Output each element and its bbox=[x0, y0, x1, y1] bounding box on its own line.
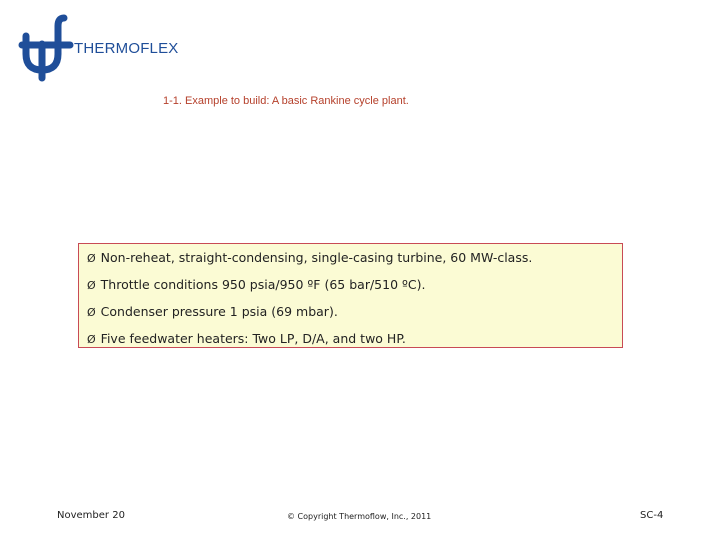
bullet-box bbox=[78, 243, 623, 348]
footer-date: November 20 bbox=[57, 510, 125, 521]
thermoflex-logo bbox=[18, 14, 78, 82]
arrow-bullet-icon: Ø bbox=[87, 252, 96, 265]
bullet-item bbox=[87, 328, 622, 355]
bullet-text: Throttle conditions 950 psia/950 ºF (65 bar/510 ºC). bbox=[100, 277, 426, 292]
bullet-text: Non-reheat, straight-condensing, single-casing turbine, 60 MW-class. bbox=[100, 250, 533, 265]
footer-copyright: © Copyright Thermoflow, Inc., 2011 bbox=[287, 512, 432, 521]
bullet-item bbox=[87, 274, 622, 301]
slide-number: SC-4 bbox=[640, 510, 664, 521]
bullet-item bbox=[87, 247, 622, 274]
bullet-text: Five feedwater heaters: Two LP, D/A, and two HP. bbox=[100, 331, 406, 346]
bullet-item bbox=[87, 301, 622, 328]
logo-icon bbox=[18, 14, 78, 82]
brand-name: THERMOFLEX bbox=[74, 40, 179, 57]
bullet-text: Condenser pressure 1 psia (69 mbar). bbox=[100, 304, 338, 319]
arrow-bullet-icon: Ø bbox=[87, 306, 96, 319]
arrow-bullet-icon: Ø bbox=[87, 279, 96, 292]
arrow-bullet-icon: Ø bbox=[87, 333, 96, 346]
slide-subtitle: 1-1. Example to build: A basic Rankine cycle plant. bbox=[163, 95, 409, 107]
